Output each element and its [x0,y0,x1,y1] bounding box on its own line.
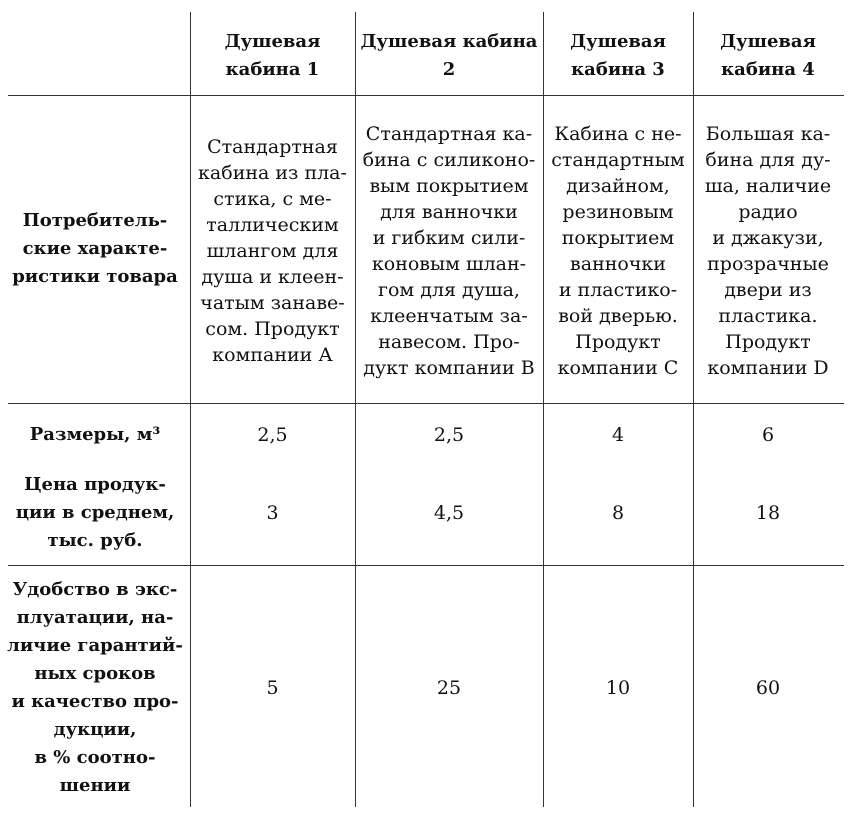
convenience-cabin-3: 10 [605,676,631,699]
convenience-cabin-4: 60 [755,676,781,699]
price-cabin-3: 8 [611,502,625,524]
row-label-size: Размеры, м³ [29,424,161,445]
characteristics-cabin-4: Большая ка- бина для ду- ша, наличие радио и джакузи, прозрачные двери из пластика. Продукт компании D [704,123,832,379]
size-cabin-4: 6 [761,424,775,446]
characteristics-cabin-2: Стандартная ка- бина с силиконо- вым покрытием для ванночки и гибким сили- коновым шлан- гом для душа, клеенчатым за- навесом. Про- дукт компании В [362,123,536,379]
header-cabin-2: Душевая кабина 2 [360,31,538,80]
row-label-characteristics: Потребитель- ские характе- ристики товара [12,210,178,287]
header-corner [0,20,190,92]
header-cabin-3: Душевая кабина 3 [570,31,666,80]
size-cabin-1: 2,5 [257,424,288,446]
row-divider [8,565,844,566]
price-cabin-1: 3 [266,502,279,524]
row-label-convenience: Удобство в экс- плуатации, на- личие гарантий- ных сроков и качество про- дукции, в % соотно- шении [7,578,183,796]
row-label-price: Цена продук- ции в среднем, тыс. руб. [15,474,175,551]
convenience-cabin-1: 5 [266,676,279,699]
header-cabin-4: Душевая кабина 4 [720,31,816,80]
size-cabin-2: 2,5 [433,424,465,446]
row-divider [8,403,844,404]
characteristics-cabin-3: Кабина с не- стандартным дизайном, резиновым покрытием ванночки и пластико- вой дверью. Продукт компании С [551,123,685,379]
header-cabin-1: Душевая кабина 1 [224,31,321,80]
price-cabin-2: 4,5 [433,502,465,524]
size-cabin-3: 4 [611,424,625,446]
convenience-cabin-2: 25 [436,676,462,699]
characteristics-cabin-1: Стандартная кабина из пла- стика, с ме- таллическим шлангом для душа и клеен- чатым занаве- сом. Продукт компании А [198,136,347,366]
price-cabin-4: 18 [755,502,781,524]
